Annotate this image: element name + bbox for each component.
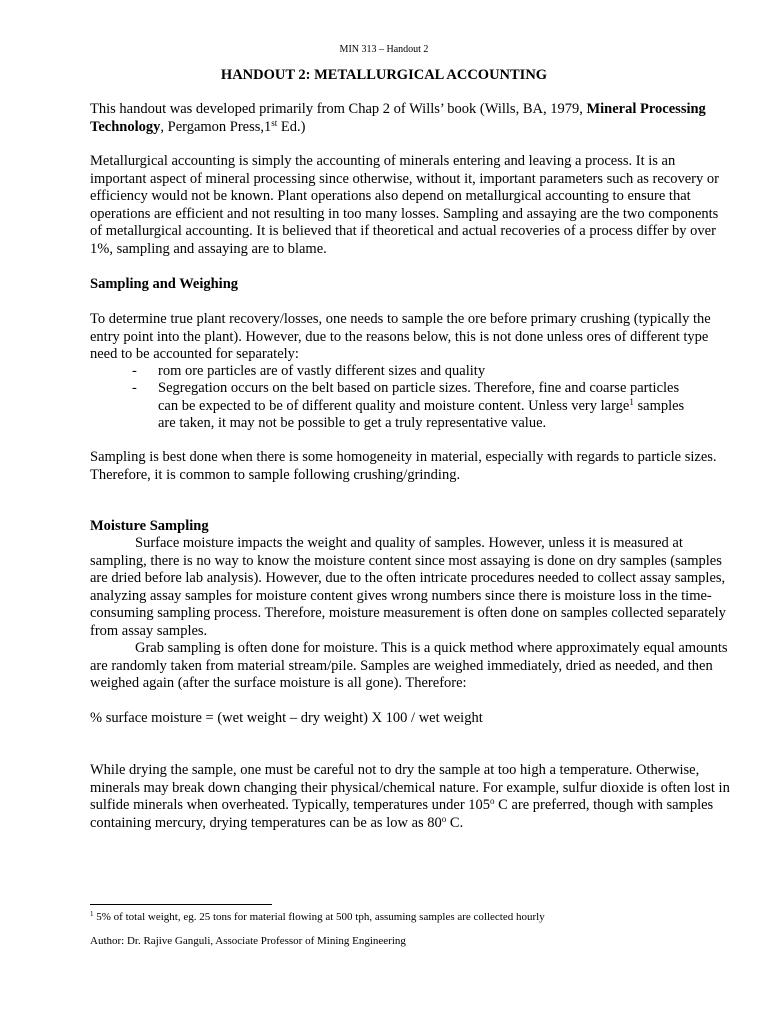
page-title: HANDOUT 2: METALLURGICAL ACCOUNTING (220, 67, 548, 83)
page-header: MIN 313 – Handout 2 (339, 44, 429, 55)
book-title: Mineral Processing Technology (90, 101, 706, 135)
paragraph-moisture-impact: Surface moisture impacts the weight and quality of samples. However, unless it is measured at sampling, there is no way to know the moisture content since most assaying is done on dry samples (samples are dried before lab analysis). However, due to the often intricate procedures needed to collect assay samples, analyzing assay samples for moisture content gives wrong numbers since there is moisture loss in the time-consuming sampling process. Therefore, moisture measurement is often done on samples collected separately from assay samples. (90, 535, 726, 639)
footnote: $^1$ 5% of total weight, eg. 25 tons for material flowing at 500 tph, assuming samples are collected hourly (90, 910, 545, 923)
paragraph-grab-sampling: Grab sampling is often done for moisture. This is a quick method where approximately equal amounts are randomly taken from material stream/pile. Samples are weighed immediately, dried as needed, and then weighed again (after the surface moisture is all gone). Therefore: (90, 640, 728, 692)
heading-sampling-and-weighing: Sampling and Weighing (90, 276, 239, 292)
moisture-formula: % surface moisture = (wet weight – dry weight) X 100 / wet weight (90, 710, 483, 726)
paragraph-sampling-intro: To determine true plant recovery/losses, one needs to sample the ore before primary crushing (typically the entry point into the plant). However, due to the reasons below, this is not done unless ores of different type need to be accounted for separately: (90, 311, 711, 363)
author-line: Author: Dr. Rajive Ganguli, Associate Professor of Mining Engineering (90, 935, 406, 947)
footnote-reference: 1 (629, 396, 634, 407)
paragraph-drying-temperature: While drying the sample, one must be careful not to dry the sample at too high a temperature. Otherwise, minerals may break down changing their physical/chemical nature. For example, sulfur dioxide is often lost in sulfide minerals when overheated. Typically, temperatures under 105$^o$ C are preferred, though with samples containing mercury, drying temperatures can be as low as 80$^o$ C. (90, 762, 730, 831)
paragraph-metallurgical-accounting: Metallurgical accounting is simply the accounting of minerals entering and leaving a process. It is an important aspect of mineral processing since otherwise, without it, important parameters such as recovery or efficiency would not be known. Plant operations also depend on metallurgical accounting to ensure that operations are efficient and not resulting in too many losses. Sampling and assaying are the two components of metallurgical accounting. It is believed that if theoretical and actual recoveries of a process differ by over 1%, sampling and assaying are to blame. (90, 153, 719, 257)
footnote-divider (90, 904, 272, 905)
heading-moisture-sampling: Moisture Sampling (90, 518, 209, 534)
document-page: MIN 313 – Handout 2 HANDOUT 2: METALLURGICAL ACCOUNTING This handout was developed primarily from Chap 2 of Wills’ book (Wills, BA, 1979, Mineral Processing Technology, Pergamon Press,1st Ed.) Metallurgical accounting is simply the accounting of minerals entering and leaving a process. It is an important aspect of mineral processing since otherwise, without it, important parameters such as recovery or efficiency would not be known. Plant operations also depend on metallurgical accounting to ensure that operations are efficient and not resulting in too many losses. Sampling and assaying are the two components of metallurgical accounting. It is believed that if theoretical and actual recoveries of a process differ by over 1%, sampling and assaying are to blame. Sampling and Weighing To determine true plant recovery/losses, one needs to sample the ore before primary crushing (typically the entry point into the plant). However, due to the reasons below, this is not done unless ores of different type need to be accounted for separately: - rom ore particles are of vastly different sizes and quality - Segregation occurs on the belt based on particle sizes. Therefore, fine and coarse particles can be expected to be of different quality and moisture content. Unless very large$^1$ samples are taken, it may not be possible to get a truly representative value. Sampling is best done when there is some homogeneity in material, especially with regards to particle sizes. Therefore, it is common to sample following crushing/grinding. Moisture Sampling Surface moisture impacts the weight and quality of samples. However, unless it is measured at sampling, there is no way to know the moisture content since most assaying is done on dry samples (samples are dried before lab analysis). However, due to the often intricate procedures needed to collect assay samples, analyzing assay samples for moisture content gives wrong numbers since there is moisture loss in the time-consuming sampling process. Therefore, moisture measurement is often done on samples collected separately from assay samples. Grab sampling is often done for moisture. This is a quick method where approximately equal amounts are randomly taken from material stream/pile. Samples are weighed immediately, dried as needed, and then weighed again (after the surface moisture is all gone). Therefore: % surface moisture = (wet weight – dry weight) X 100 / wet weight While drying the sample, one must be careful not to dry the sample at too high a temperature. Otherwise, minerals may break down changing their physical/chemical nature. For example, sulfur dioxide is often lost in sulfide minerals when overheated. Typically, temperatures under 105$^o$ C are preferred, though with samples containing mercury, drying temperatures can be as low as 80$^o$ C. $^1$ 5% of total weight, eg. 25 tons for material flowing at 500 tph, assuming samples are collected hourly Author: Dr. Rajive Ganguli, Associate Professor of Mining Engineering (0, 0, 768, 1024)
paragraph-sampling-homogeneity: Sampling is best done when there is some homogeneity in material, especially with regards to particle sizes. Therefore, it is common to sample following crushing/grinding. (90, 449, 717, 483)
intro-paragraph: This handout was developed primarily from Chap 2 of Wills’ book (Wills, BA, 1979, Mineral Processing Technology, Pergamon Press,1st Ed.) (90, 101, 706, 135)
